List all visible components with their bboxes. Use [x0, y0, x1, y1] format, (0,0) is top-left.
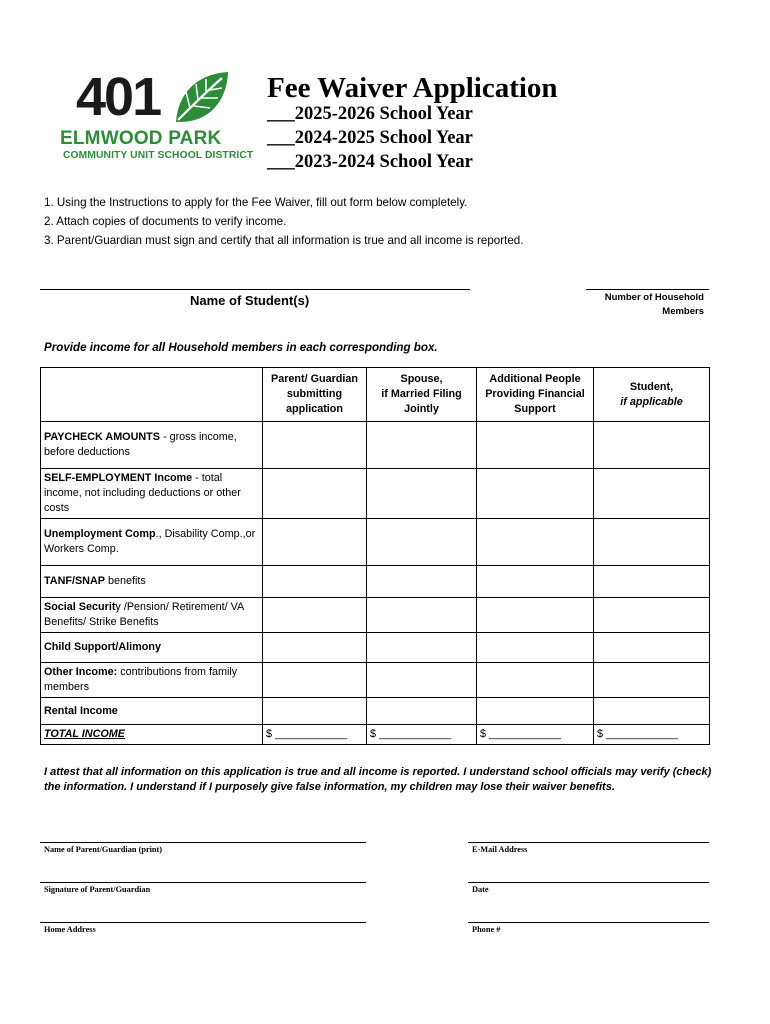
column-header-student: [594, 368, 710, 422]
student-name-label: Name of Student(s): [190, 293, 310, 308]
table-header-row: [41, 368, 710, 422]
income-table: [40, 367, 710, 745]
cell-input[interactable]: [367, 663, 477, 698]
home-address-label: Home Address: [44, 925, 96, 934]
instruction-1: 1. Using the Instructions to apply for the Fee Waiver, fill out form below completely.: [44, 196, 468, 209]
cell-input[interactable]: [477, 566, 594, 598]
total-spouse-field[interactable]: $ ____________: [367, 725, 477, 745]
cell-input[interactable]: [263, 422, 367, 469]
logo-district-subtitle: COMMUNITY UNIT SCHOOL DISTRICT: [63, 150, 254, 161]
table-row: [41, 566, 710, 598]
cell-input[interactable]: [477, 698, 594, 725]
table-row: [41, 422, 710, 469]
household-label-line1: Number of Household: [604, 292, 704, 303]
row-label-self-employment: [41, 469, 263, 519]
col-parent-line1: Parent/ Guardian: [271, 373, 358, 385]
row-label-bold: PAYCHECK AMOUNTS: [44, 431, 160, 443]
total-parent-field[interactable]: $ ____________: [263, 725, 367, 745]
page-title: Fee Waiver Application: [267, 72, 558, 104]
cell-input[interactable]: [594, 469, 710, 519]
row-label-rest: ., Disability Comp.,or Workers Comp.: [44, 528, 256, 555]
cell-input[interactable]: [263, 633, 367, 663]
col-additional-line2: Providing Financial: [485, 388, 585, 400]
cell-input[interactable]: [367, 422, 477, 469]
parent-name-field[interactable]: [40, 842, 366, 843]
table-row: [41, 633, 710, 663]
row-label-rental-income: [41, 698, 263, 725]
cell-input[interactable]: [367, 566, 477, 598]
col-additional-line3: Support: [514, 403, 556, 415]
parent-name-label: Name of Parent/Guardian (print): [44, 845, 163, 854]
row-label-bold: Other Income:: [44, 666, 118, 678]
cell-input[interactable]: [477, 519, 594, 566]
total-income-text: TOTAL INCOME: [44, 728, 125, 740]
row-label-rest: - total income, not including deductions or other costs: [44, 472, 241, 514]
table-row: [41, 519, 710, 566]
cell-input[interactable]: [263, 663, 367, 698]
cell-input[interactable]: [594, 633, 710, 663]
school-year-option-3[interactable]: ___2023-2024 School Year: [267, 152, 473, 172]
school-year-option-1[interactable]: ___2025-2026 School Year: [267, 104, 473, 124]
instruction-2: 2. Attach copies of documents to verify income.: [44, 215, 287, 228]
cell-input[interactable]: [367, 698, 477, 725]
email-field[interactable]: [468, 842, 709, 843]
row-label-paycheck: [41, 422, 263, 469]
cell-input[interactable]: [263, 469, 367, 519]
total-additional-field[interactable]: $ ____________: [477, 725, 594, 745]
cell-input[interactable]: [263, 566, 367, 598]
row-label-child-support: [41, 633, 263, 663]
table-row: [41, 469, 710, 519]
row-label-rest: - gross income, before deductions: [44, 431, 237, 458]
cell-input[interactable]: [477, 633, 594, 663]
row-label-bold: SELF-EMPLOYMENT Income: [44, 472, 193, 484]
row-label-rest: benefits: [104, 575, 146, 587]
household-label-line2: Members: [662, 306, 704, 317]
signature-label: Signature of Parent/Guardian: [44, 885, 151, 894]
col-student-line1: Student,: [629, 380, 674, 393]
cell-input[interactable]: [263, 698, 367, 725]
home-address-field[interactable]: [40, 922, 366, 923]
phone-label: Phone #: [472, 925, 501, 934]
school-year-option-2[interactable]: ___2024-2025 School Year: [267, 128, 473, 148]
cell-input[interactable]: [477, 598, 594, 633]
cell-input[interactable]: [594, 598, 710, 633]
col-student-line2: if applicable: [620, 395, 683, 408]
total-student-field[interactable]: $ ____________: [594, 725, 710, 745]
logo-district-name: ELMWOOD PARK: [60, 128, 222, 149]
col-parent-line3: application: [286, 403, 343, 415]
col-spouse-line1: Spouse,: [400, 373, 443, 385]
table-row: [41, 663, 710, 698]
col-additional-line1: Additional People: [489, 373, 581, 385]
cell-input[interactable]: [263, 598, 367, 633]
phone-field[interactable]: [468, 922, 709, 923]
cell-input[interactable]: [594, 566, 710, 598]
date-label: Date: [472, 885, 489, 894]
total-income-label: [41, 725, 263, 745]
provide-income-note: Provide income for all Household members in each corresponding box.: [44, 341, 438, 354]
col-spouse-line3: Jointly: [404, 403, 439, 415]
logo-number: 401: [76, 67, 161, 127]
leaf-icon: [172, 70, 230, 126]
row-label-bold: Unemployment Comp: [44, 528, 156, 540]
header-empty-cell: [41, 368, 263, 422]
cell-input[interactable]: [594, 663, 710, 698]
column-header-additional: [477, 368, 594, 422]
total-row: [41, 725, 710, 745]
row-label-unemployment: [41, 519, 263, 566]
instruction-3: 3. Parent/Guardian must sign and certify that all information is true and all income is reported.: [44, 234, 524, 247]
cell-input[interactable]: [477, 422, 594, 469]
row-label-other-income: [41, 663, 263, 698]
household-members-field[interactable]: [586, 289, 709, 290]
table-row: [41, 598, 710, 633]
row-label-rest: contributions from family members: [44, 666, 238, 693]
cell-input[interactable]: [594, 698, 710, 725]
row-label-bold: Social Securit: [44, 601, 116, 613]
cell-input[interactable]: [367, 598, 477, 633]
row-label-bold: TANF/SNAP: [44, 575, 105, 587]
table-row: [41, 698, 710, 725]
cell-input[interactable]: [367, 469, 477, 519]
cell-input[interactable]: [477, 469, 594, 519]
row-label-social-security: [41, 598, 263, 633]
row-label-tanf-snap: [41, 566, 263, 598]
row-label-bold: Child Support/Alimony: [44, 641, 161, 653]
cell-input[interactable]: [367, 633, 477, 663]
cell-input[interactable]: [594, 422, 710, 469]
student-name-field[interactable]: [40, 289, 470, 290]
cell-input[interactable]: [594, 519, 710, 566]
signature-field[interactable]: [40, 882, 366, 883]
col-parent-line2: submitting: [286, 388, 343, 400]
row-label-bold: Rental Income: [44, 704, 118, 717]
email-label: E-Mail Address: [472, 845, 528, 854]
cell-input[interactable]: [263, 519, 367, 566]
cell-input[interactable]: [477, 663, 594, 698]
column-header-parent: [263, 368, 367, 422]
column-header-spouse: [367, 368, 477, 422]
row-label-rest: y /Pension/ Retirement/ VA Benefits/ Strike Benefits: [44, 601, 244, 628]
col-spouse-line2: if Married Filing: [381, 388, 462, 400]
cell-input[interactable]: [367, 519, 477, 566]
household-members-label: [586, 291, 704, 319]
attestation-text: I attest that all information on this application is true and all income is reported. I understand school officials may verify (check) the information. I understand if I purposely give false information, my children may lose their waiver benefits.: [44, 766, 712, 793]
date-field[interactable]: [468, 882, 709, 883]
